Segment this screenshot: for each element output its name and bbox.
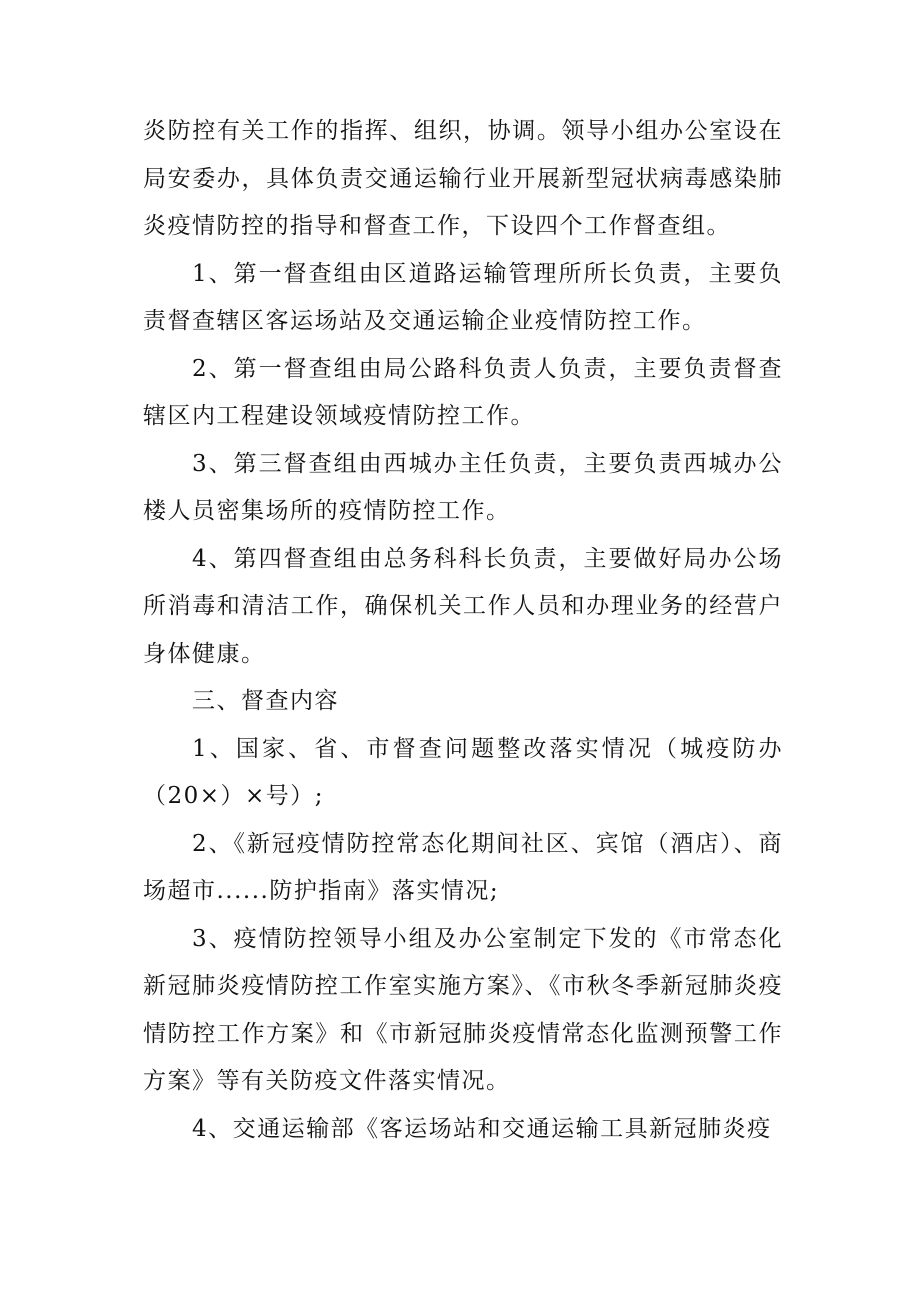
section-heading: 三、督查内容 [192,688,339,714]
content-item-3: 3、疫情防控领导小组及办公室制定下发的《市常态化新冠肺炎疫情防控工作室实施方案》、《市秋冬季新冠肺炎疫情防控工作方案》和《市新冠肺炎疫情常态化监测预警工作方案》等有关防疫文件落实情况。 [143,925,783,1094]
document-body [143,108,783,1153]
paragraph-group-2: 2、第一督查组由局公路科负责人负责，主要负责督查辖区内工程建设领域疫情防控工作。 [143,355,783,429]
paragraph-group-3: 3、第三督查组由西城办主任负责，主要负责西城办公楼人员密集场所的疫情防控工作。 [143,450,783,524]
paragraph-continuation: 炎防控有关工作的指挥、组织，协调。领导小组办公室设在局安委办，具体负责交通运输行业开展新型冠状病毒感染肺炎疫情防控的指导和督查工作，下设四个工作督查组。 [143,118,783,239]
content-item-1: 1、国家、省、市督查问题整改落实情况（城疫防办（20×）×号）; [143,735,783,809]
paragraph-group-4: 4、第四督查组由总务科科长负责，主要做好局办公场所消毒和清洁工作，确保机关工作人员和办理业务的经营户身体健康。 [143,545,783,667]
content-item-4: 4、交通运输部《客运场站和交通运输工具新冠肺炎疫 [192,1115,772,1142]
paragraph-group-1: 1、第一督查组由区道路运输管理所所长负责，主要负责督查辖区客运场站及交通运输企业疫情防控工作。 [143,260,783,334]
content-item-2: 2、《新冠疫情防控常态化期间社区、宾馆（酒店）、商场超市......防护指南》落实情况; [143,830,783,904]
